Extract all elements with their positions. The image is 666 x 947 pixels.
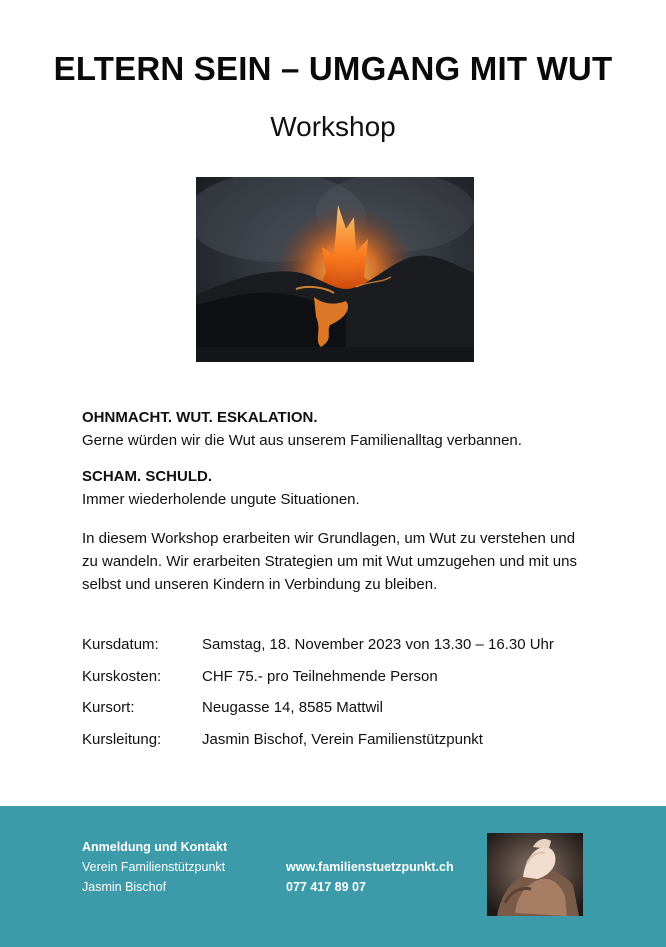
website-link[interactable]: www.familienstuetzpunkt.ch	[286, 860, 454, 874]
detail-value: Neugasse 14, 8585 Mattwil	[202, 699, 383, 716]
page-subtitle: Workshop	[270, 111, 396, 142]
description-line: In diesem Workshop erarbeiten wir Grundlagen, um Wut zu verstehen und	[82, 530, 576, 547]
contact-person: Jasmin Bischof	[82, 880, 167, 894]
intro-block-1	[82, 406, 622, 452]
detail-label: Kursleitung:	[82, 730, 162, 748]
contact-info-column	[286, 857, 454, 897]
intro-heading-1: OHNMACHT. WUT. ESKALATION.	[82, 409, 318, 426]
description-line: zu wandeln. Wir erarbeiten Strategien um mit Wut umzugehen und mit uns	[82, 553, 577, 570]
detail-value: CHF 75.- pro Teilnehmende Person	[202, 667, 438, 685]
workshop-description	[82, 527, 622, 596]
hands-image	[487, 833, 583, 916]
contact-column	[82, 837, 227, 897]
contact-footer	[0, 806, 666, 947]
detail-label: Kurskosten:	[82, 667, 162, 685]
contact-heading: Anmeldung und Kontakt	[82, 840, 228, 854]
intro-text-2: Immer wiederholende ungute Situationen.	[82, 491, 360, 508]
contact-org: Verein Familienstützpunkt	[82, 860, 226, 874]
phone-number: 077 417 89 07	[286, 880, 366, 894]
intro-block-2	[82, 465, 622, 511]
detail-value: Samstag, 18. November 2023 von 13.30 – 16.30 Uhr	[202, 636, 554, 653]
page-title: ELTERN SEIN – UMGANG MIT WUT	[53, 50, 613, 87]
volcano-eruption-image	[196, 177, 474, 362]
detail-label: Kursdatum:	[82, 636, 159, 653]
detail-value: Jasmin Bischof, Verein Familienstützpunkt	[202, 730, 483, 748]
intro-heading-2: SCHAM. SCHULD.	[82, 468, 212, 485]
detail-label: Kursort:	[82, 699, 135, 716]
intro-text-1: Gerne würden wir die Wut aus unserem Familienalltag verbannen.	[82, 432, 522, 449]
description-line: selbst und unseren Kindern in Verbindung zu bleiben.	[82, 576, 438, 593]
